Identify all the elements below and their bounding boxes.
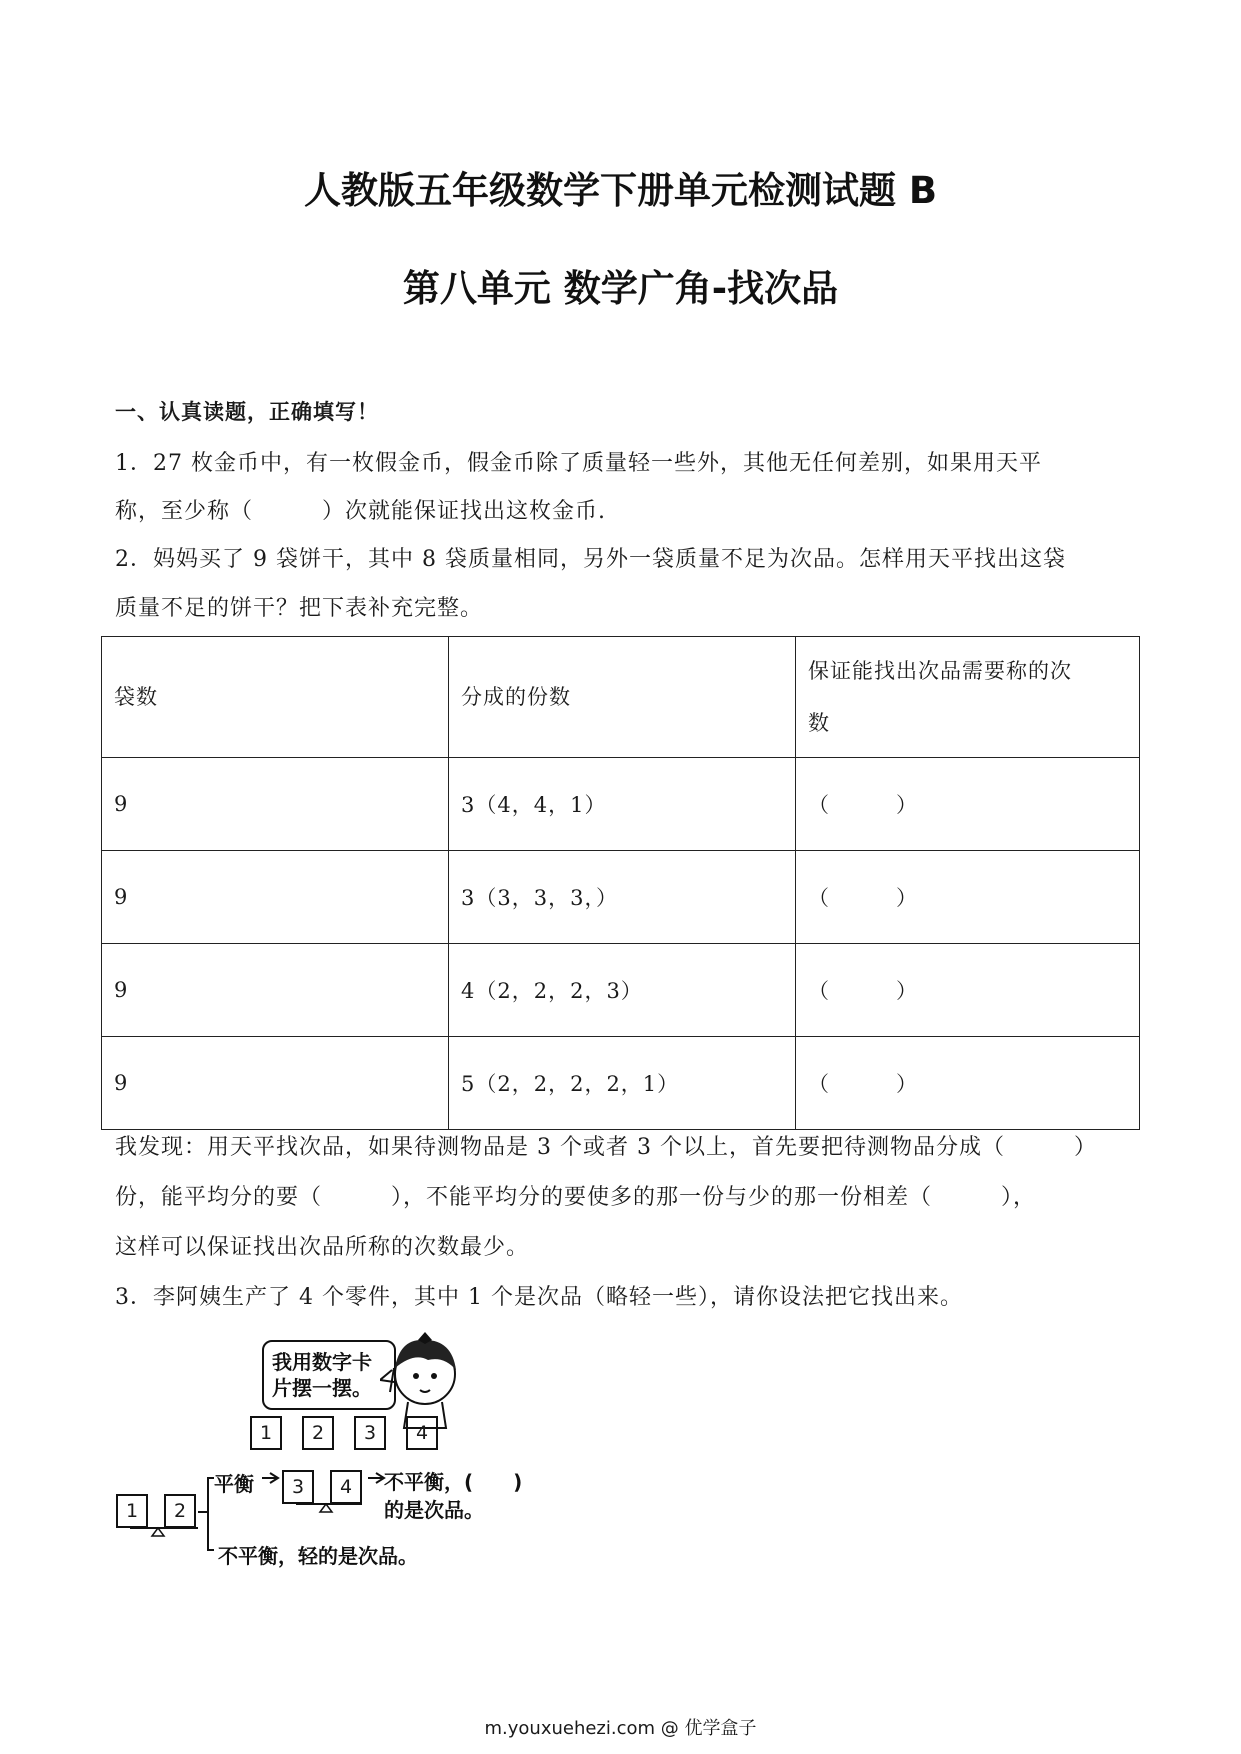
discovery-line-1: 我发现：用天平找次品，如果待测物品是 3 个或者 3 个以上，首先要把待测物品分成（ ）: [115, 1135, 1097, 1160]
header-bags: 袋数: [102, 637, 449, 758]
table-row: [102, 758, 1140, 851]
girl-illustration: [380, 1330, 470, 1430]
page-title: 人教版五年级数学下册单元检测试题 B: [303, 169, 938, 212]
table-row: [102, 851, 1140, 944]
number-card: 2: [302, 1416, 334, 1450]
question-1-line-1: 1．27 枚金币中，有一枚假金币，假金币除了质量轻一些外，其他无任何差别，如果用天平: [115, 451, 1042, 476]
cell-bags: 9: [102, 851, 449, 944]
footer-watermark: m.youxuehezi.com @ 优学盒子: [484, 1718, 757, 1739]
number-card: 3: [282, 1470, 314, 1504]
balanced-label: 平衡: [214, 1472, 254, 1496]
number-card: 4: [406, 1416, 438, 1450]
discovery-line-2: 份，能平均分的要（ ），不能平均分的要使多的那一份与少的那一份相差（ ），: [115, 1185, 1037, 1210]
header-times: [796, 637, 1140, 758]
cell-answer-blank[interactable]: （ ）: [796, 944, 1140, 1037]
question-1-line-2: 称，至少称（ ）次就能保证找出这枚金币.: [115, 499, 606, 524]
bubble-line-2: 片摆一摆。: [272, 1376, 372, 1400]
cell-answer-blank[interactable]: （ ）: [796, 851, 1140, 944]
header-times-line-2: 数: [808, 711, 830, 735]
unbalanced-blank-line-2: 的是次品。: [384, 1498, 484, 1522]
page-subtitle: 第八单元 数学广角-找次品: [402, 267, 839, 310]
section-heading: 一、认真读题，正确填写！: [115, 400, 379, 424]
cell-groups: 3（4，4，1）: [449, 758, 796, 851]
number-card: 1: [116, 1494, 148, 1528]
number-card: 2: [164, 1494, 196, 1528]
table-row: [102, 944, 1140, 1037]
cell-groups: 3（3，3，3，）: [449, 851, 796, 944]
cell-groups: 5（2，2，2，2，1）: [449, 1037, 796, 1130]
cell-groups: 4（2，2，2，3）: [449, 944, 796, 1037]
table-header-row: [102, 637, 1140, 758]
bubble-line-1: 我用数字卡: [272, 1350, 372, 1374]
cell-bags: 9: [102, 1037, 449, 1130]
header-times-line-1: 保证能找出次品需要称的次: [808, 659, 1072, 683]
discovery-line-3: 这样可以保证找出次品所称的次数最少。: [115, 1235, 530, 1260]
number-card: 3: [354, 1416, 386, 1450]
cell-answer-blank[interactable]: （ ）: [796, 758, 1140, 851]
header-groups: 分成的份数: [449, 637, 796, 758]
table-row: [102, 1037, 1140, 1130]
question-3-line-1: 3．李阿姨生产了 4 个零件，其中 1 个是次品（略轻一些），请你设法把它找出来。: [115, 1285, 963, 1310]
question-2-line-1: 2．妈妈买了 9 袋饼干，其中 8 袋质量相同，另外一袋质量不足为次品。怎样用天平找出这袋: [115, 547, 1066, 572]
number-card: 1: [250, 1416, 282, 1450]
answer-table: [101, 636, 1140, 1130]
cell-bags: 9: [102, 944, 449, 1037]
unbalanced-light-label: 不平衡，轻的是次品。: [218, 1544, 418, 1568]
unbalanced-blank-line-1: 不平衡，( ): [384, 1470, 523, 1494]
question-2-line-2: 质量不足的饼干？把下表补充完整。: [115, 596, 484, 621]
number-card: 4: [330, 1470, 362, 1504]
cell-answer-blank[interactable]: （ ）: [796, 1037, 1140, 1130]
cell-bags: 9: [102, 758, 449, 851]
